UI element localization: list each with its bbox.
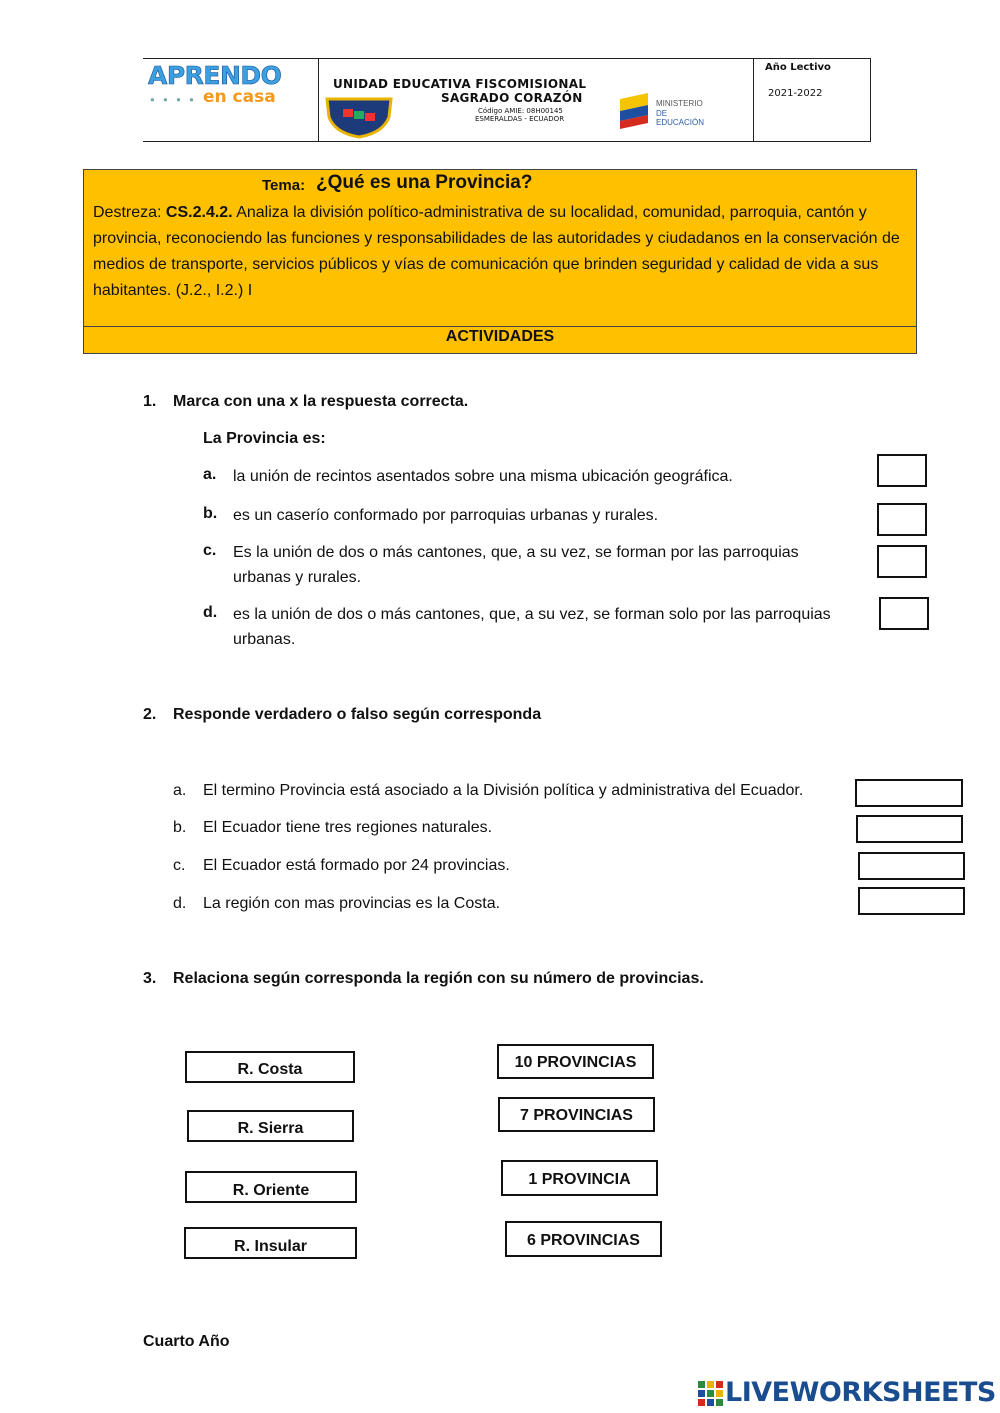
school-name-line2: SAGRADO CORAZÓN: [441, 91, 583, 105]
school-year-value: 2021-2022: [768, 88, 823, 99]
q2-item-letter: c.: [173, 857, 186, 874]
q2-item-text: La región con mas provincias es la Costa.: [203, 895, 501, 912]
logo-dots: ● ● ● ●: [150, 95, 197, 104]
q3-title: Relaciona según corresponda la región con su número de provincias.: [173, 970, 704, 987]
q1-title: Marca con una x la respuesta correcta.: [173, 393, 469, 410]
header-table: [143, 58, 871, 142]
q2-item-text: El termino Provincia está asociado a la División política y administrativa del Ecuador.: [203, 782, 804, 799]
region-insular-box[interactable]: R. Insular: [184, 1227, 357, 1259]
q2-item-letter: a.: [173, 782, 187, 799]
school-year-label: Año Lectivo: [765, 62, 831, 73]
q1-option-letter: d.: [203, 604, 218, 621]
q1-answer-checkbox-b[interactable]: [877, 503, 927, 536]
q2-item-text: El Ecuador tiene tres regiones naturales.: [203, 819, 493, 836]
count-1-provincia-box[interactable]: 1 PROVINCIA: [501, 1160, 658, 1196]
q1-option-letter: c.: [203, 542, 217, 559]
q2-answer-field-b[interactable]: [856, 815, 963, 843]
school-code: Código AMIE: 08H00145: [478, 107, 563, 115]
count-7-provincias-box[interactable]: 7 PROVINCIAS: [498, 1097, 655, 1132]
ministry-logo: [618, 91, 713, 131]
q1-number: 1.: [143, 393, 157, 410]
q2-answer-field-a[interactable]: [855, 779, 963, 807]
destreza-paragraph: [93, 200, 908, 304]
topic-divider: [84, 326, 916, 327]
region-oriente-box[interactable]: R. Oriente: [185, 1171, 357, 1203]
destreza-code: CS.2.4.2.: [165, 204, 233, 221]
ministry-line2: DE EDUCACIÓN: [656, 109, 705, 127]
q2-item-text: El Ecuador está formado por 24 provincias.: [203, 857, 510, 874]
ministry-line1: MINISTERIO: [656, 99, 703, 108]
region-sierra-box[interactable]: R. Sierra: [187, 1110, 354, 1142]
school-shield-icon: [323, 95, 395, 139]
activities-heading: ACTIVIDADES: [445, 328, 555, 345]
q3-number: 3.: [143, 970, 157, 987]
tema-label: Tema:: [262, 177, 306, 194]
ministry-flag-icon: [618, 91, 652, 129]
q2-number: 2.: [143, 706, 157, 723]
destreza-text: Analiza la división político-administrativa de su localidad, comunidad, parroquia, cantón y provincia, reconociendo las funciones y responsabilidades de las autoridades y ciudadanos en la conservación de medios de transporte, servicios públicos y vías de comunicación que brinden seguridad y calidad de vida a sus habitantes. (J.2., I.2.) I: [93, 204, 900, 299]
q2-item-letter: d.: [173, 895, 187, 912]
school-city: ESMERALDAS - ECUADOR: [475, 115, 565, 123]
header-divider: [753, 59, 754, 141]
q2-item-letter: b.: [173, 819, 187, 836]
header-divider: [318, 59, 319, 141]
q1-answer-checkbox-a[interactable]: [877, 454, 927, 487]
q1-option-text: Es la unión de dos o más cantones, que, a su vez, se forman por las parroquias urbanas y rurales.: [233, 544, 799, 586]
q2-answer-field-c[interactable]: [858, 852, 965, 880]
aprendo-en-casa-logo: [148, 63, 280, 111]
topic-question: ¿Qué es una Provincia?: [316, 172, 533, 193]
q1-option-letter: a.: [203, 466, 217, 483]
q1-answer-checkbox-d[interactable]: [879, 597, 929, 630]
q1-option-letter: b.: [203, 505, 218, 522]
q1-option-text: es la unión de dos o más cantones, que, a su vez, se forman solo por las parroquias urbanas.: [233, 606, 831, 648]
destreza-label: Destreza:: [93, 204, 162, 221]
liveworksheets-wordmark: LIVEWORKSHEETS: [725, 1377, 996, 1408]
logo-sub-text: en casa: [203, 87, 276, 107]
liveworksheets-grid-icon: [698, 1381, 724, 1407]
q2-title: Responde verdadero o falso según corresponda: [173, 706, 542, 723]
q1-answer-checkbox-c[interactable]: [877, 545, 927, 578]
q2-answer-field-d[interactable]: [858, 887, 965, 915]
q1-option-text: es un caserío conformado por parroquias urbanas y rurales.: [233, 507, 659, 524]
q1-subtitle: La Provincia es:: [203, 430, 326, 447]
count-6-provincias-box[interactable]: 6 PROVINCIAS: [505, 1221, 662, 1257]
grade-label: Cuarto Año: [143, 1333, 230, 1350]
region-costa-box[interactable]: R. Costa: [185, 1051, 355, 1083]
count-10-provincias-box[interactable]: 10 PROVINCIAS: [497, 1044, 654, 1079]
q1-option-text: la unión de recintos asentados sobre una misma ubicación geográfica.: [233, 468, 733, 485]
topic-box: [83, 169, 917, 354]
logo-main-text: APRENDO: [148, 61, 282, 90]
school-name-line1: UNIDAD EDUCATIVA FISCOMISIONAL: [333, 77, 587, 91]
